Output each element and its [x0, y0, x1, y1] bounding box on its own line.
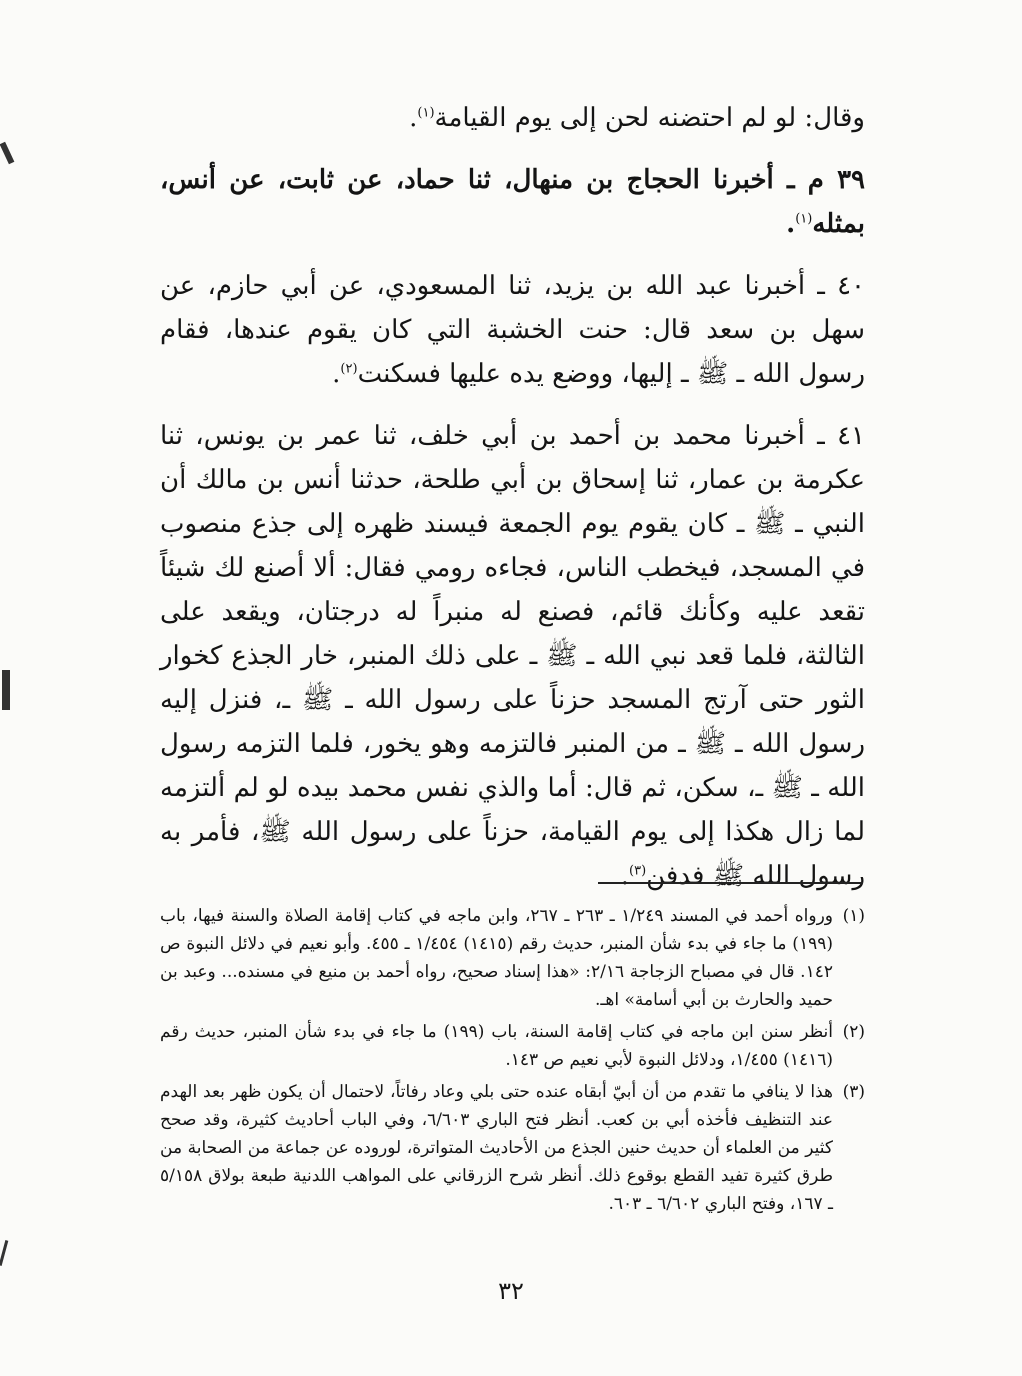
footnote-text: هذا لا ينافي ما تقدم من أن أبيّ أبقاه عنده حتى بلي وعاد رفاتاً، لاحتمال أن يكون ظهر بعد الهدم عند التنظيف فأخذه أبي بن كعب. أنظر فتح الباري ٦/٦٠٣، وفي الباب أحاديث كثيرة، وقد صحح كثير من العلماء أن حديث حنين الجذع من الأحاديث المتواترة، لوروده عن جماعة من الصحابة من طرق كثيرة تفيد القطع بوقوع ذلك. أنظر شرح الزرقاني على المواهب اللدنية طبعة بولاق ٥/١٥٨ ـ ١٦٧، وفتح الباري ٦/٦٠٢ ـ ٦٠٣. — [160, 1082, 833, 1214]
footnotes — [160, 902, 865, 1222]
footnote-text: أنظر سنن ابن ماجه في كتاب إقامة السنة، باب (١٩٩) ما جاء في بدء شأن المنبر، حديث رقم (١٤١٦) ١/٤٥٥، ودلائل النبوة لأبي نعيم ص ١٤٣. — [160, 1022, 833, 1070]
hadith-39m: ٣٩ م ـ أخبرنا الحجاج بن منهال، ثنا حماد، عن ثابت، عن أنس، بمثله$^{(١)}$. — [160, 165, 865, 239]
hadith-40: ٤٠ ـ أخبرنا عبد الله بن يزيد، ثنا المسعودي، عن أبي حازم، عن سهل بن سعد قال: حنت الخشبة التي كان يقوم عندها، فقام رسول الله ـ ﷺ ـ إليها، ووضع يده عليها فسكنت$^{(٢)}$. — [160, 271, 865, 389]
footnote-ref: (١) — [417, 105, 435, 121]
footnote-2 — [160, 1018, 865, 1074]
footnote-1 — [160, 902, 865, 1014]
footnote-ref: (٣) — [629, 863, 647, 879]
footnote-text: ورواه أحمد في المسند ١/٢٤٩ ـ ٢٦٣ ـ ٢٦٧، وابن ماجه في كتاب إقامة الصلاة والسنة فيها، باب (١٩٩) ما جاء في بدء شأن المنبر، حديث رقم (١٤١٥) ١/٤٥٤ ـ ٤٥٥. وأبو نعيم في دلائل النبوة ص ١٤٢. قال في مصباح الزجاجة ٢/١٦: «هذا إسناد صحيح، رواه أحمد بن منيع في مسنده... وعبد بن حميد والحارث بن أبي أسامة» اهـ. — [160, 906, 833, 1010]
scan-mark — [0, 1240, 8, 1266]
scan-mark — [0, 142, 14, 164]
footnote-ref: (٢) — [340, 361, 358, 377]
footnote-3 — [160, 1078, 865, 1218]
main-text — [160, 96, 865, 916]
scan-mark — [2, 670, 10, 710]
footnote-number: (١) — [842, 906, 865, 926]
footnote-number: (٢) — [842, 1022, 865, 1042]
hadith-41: ٤١ ـ أخبرنا محمد بن أحمد بن أبي خلف، ثنا عمر بن يونس، ثنا عكرمة بن عمار، ثنا إسحاق بن أبي طلحة، حدثنا أنس بن مالك أن النبي ـ ﷺ ـ كان يقوم يوم الجمعة فيسند ظهره إلى جذع منصوب في المسجد، فيخطب الناس، فجاءه رومي فقال: ألا أصنع لك شيئاً تقعد عليه وكأنك قائم، فصنع له منبراً له درجتان، ويقعد على الثالثة، فلما قعد نبي الله ـ ﷺ ـ على ذلك المنبر، خار الجذع كخوار الثور حتى آرتج المسجد حزناً على رسول الله ـ ﷺ ـ، فنزل إليه رسول الله ـ ﷺ ـ من المنبر فالتزمه وهو يخور، فلما التزمه رسول الله ـ ﷺ ـ، سكن، ثم قال: أما والذي نفس محمد بيده لو لم ألتزمه لما زال هكذا إلى يوم القيامة، حزناً على رسول الله ﷺ، فأمر به رسول الله ﷺ فدفن$^{(٣)}$. — [160, 421, 865, 891]
page-number: ٣٢ — [498, 1277, 524, 1305]
footnote-divider — [598, 882, 863, 884]
paragraph-closing-quote: وقال: لو لم احتضنه لحن إلى يوم القيامة$^{(١)}$. — [409, 103, 865, 133]
footnote-ref: (١) — [795, 211, 813, 227]
footnote-number: (٣) — [842, 1082, 865, 1102]
